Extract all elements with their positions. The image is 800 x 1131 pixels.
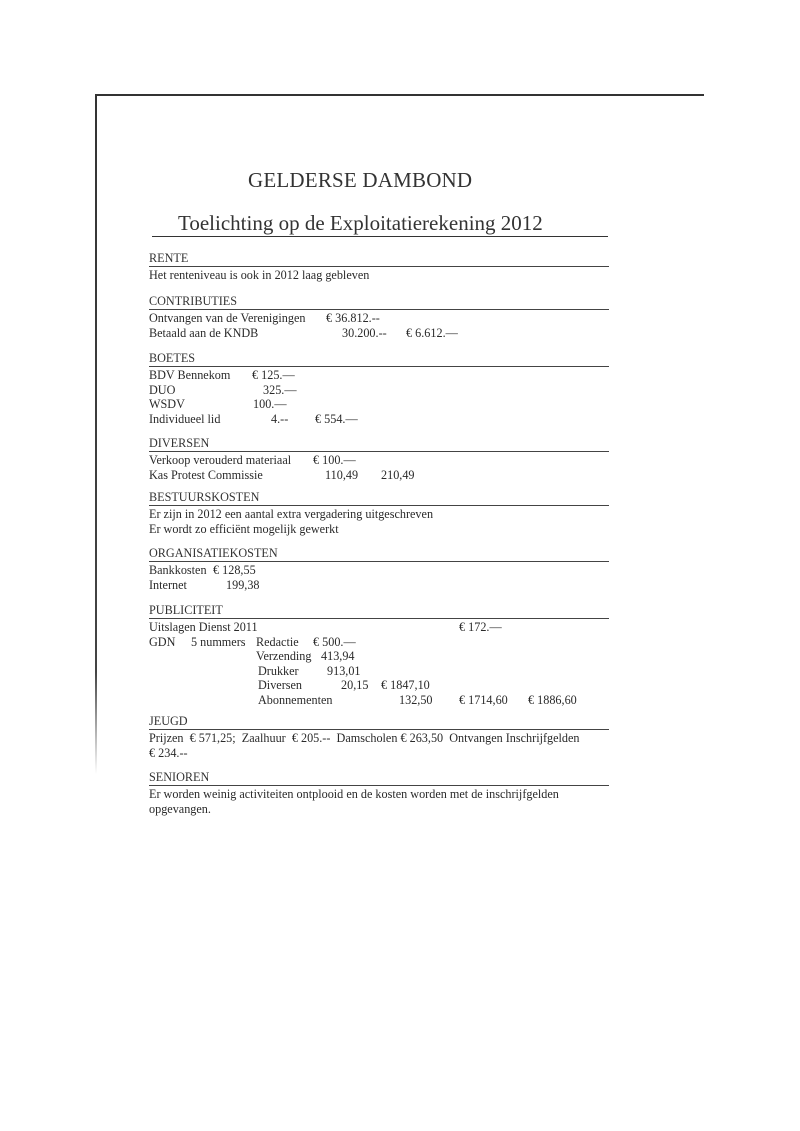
- row-amount: 199,38: [226, 577, 260, 592]
- row-amount: € 100.—: [313, 453, 356, 467]
- section-publiciteit: [149, 603, 609, 707]
- table-row: [149, 678, 609, 693]
- row-total: € 554.—: [315, 411, 358, 426]
- page-frame-left-border: [95, 94, 97, 774]
- row-amount: 100.—: [253, 397, 287, 411]
- title-underline: [152, 236, 608, 237]
- row-label: Drukker: [258, 663, 299, 678]
- section-rule: [149, 618, 609, 619]
- section-text: Er wordt zo efficiënt mogelijk gewerkt: [149, 521, 339, 536]
- row-label: Verkoop verouderd materiaal: [149, 453, 292, 467]
- section-text: opgevangen.: [149, 801, 211, 816]
- table-row: [149, 664, 609, 679]
- section-heading: BESTUURSKOSTEN: [149, 490, 260, 504]
- section-heading: BOETES: [149, 351, 196, 365]
- row-label: DUO: [149, 382, 176, 397]
- section-rente: [149, 251, 609, 283]
- section-heading: DIVERSEN: [149, 436, 210, 450]
- row-total: 210,49: [381, 467, 415, 482]
- row-amount: 913,01: [327, 663, 361, 678]
- section-rule: [149, 366, 609, 367]
- table-row: [149, 620, 609, 635]
- row-subtotal: 132,50: [399, 692, 433, 707]
- section-text: € 234.--: [149, 745, 188, 760]
- row-amount: 30.200.--: [342, 325, 387, 340]
- row-label: Verzending: [256, 649, 312, 663]
- table-row: [149, 693, 609, 708]
- row-label: Uitslagen Dienst 2011: [149, 620, 258, 634]
- row-amount: € 128,55: [213, 563, 256, 577]
- section-jeugd: [149, 714, 609, 760]
- organization-title: GELDERSE DAMBOND: [248, 168, 473, 192]
- section-text: Er worden weinig activiteiten ontplooid en de kosten worden met de inschrijfgelden: [149, 787, 559, 801]
- section-heading: JEUGD: [149, 714, 188, 728]
- row-subtotal: € 1847,10: [381, 678, 430, 692]
- section-heading: RENTE: [149, 251, 189, 265]
- section-text: Het renteniveau is ook in 2012 laag gebleven: [149, 268, 370, 282]
- section-heading: ORGANISATIEKOSTEN: [149, 546, 278, 560]
- section-rule: [149, 266, 609, 267]
- row-label: Redactie: [256, 634, 299, 649]
- section-diversen: [149, 436, 609, 482]
- table-row: [149, 326, 609, 341]
- table-row: [149, 311, 609, 326]
- section-bestuurskosten: [149, 490, 609, 536]
- gdn-label: GDN: [149, 634, 176, 649]
- row-amount: € 500.—: [313, 634, 356, 649]
- table-row: [149, 635, 609, 650]
- table-row: [149, 383, 609, 398]
- table-row: [149, 453, 609, 468]
- section-text: Er zijn in 2012 een aantal extra vergadering uitgeschreven: [149, 507, 434, 521]
- section-rule: [149, 729, 609, 730]
- section-rule: [149, 561, 609, 562]
- section-text: Prijzen € 571,25; Zaalhuur € 205.-- Damscholen € 263,50 Ontvangen Inschrijfgelden: [149, 731, 580, 745]
- row-total: € 6.612.—: [406, 325, 458, 340]
- section-rule: [149, 309, 609, 310]
- section-organisatiekosten: [149, 546, 609, 592]
- section-senioren: [149, 770, 609, 816]
- section-boetes: [149, 351, 609, 426]
- row-label: Ontvangen van de Verenigingen: [149, 311, 306, 325]
- row-amount: € 36.812.--: [326, 311, 380, 325]
- row-label: Bankkosten: [149, 563, 207, 577]
- row-label: WSDV: [149, 397, 185, 411]
- row-amount: 4.--: [271, 411, 289, 426]
- row-label: Betaald aan de KNDB: [149, 325, 259, 340]
- row-amount: € 172.—: [459, 620, 502, 634]
- gdn-issues: 5 nummers: [191, 634, 246, 649]
- row-label: BDV Bennekom: [149, 368, 231, 382]
- row-label: Abonnementen: [258, 692, 333, 707]
- row-amount: 325.—: [263, 382, 297, 397]
- row-label: Kas Protest Commissie: [149, 467, 263, 482]
- table-row: [149, 649, 609, 664]
- section-rule: [149, 785, 609, 786]
- table-row: [149, 412, 609, 427]
- row-amount: € 125.—: [252, 368, 295, 382]
- section-contributies: [149, 294, 609, 340]
- section-rule: [149, 451, 609, 452]
- table-row: [149, 397, 609, 412]
- row-grand-total: € 1886,60: [528, 692, 577, 707]
- document-title: Toelichting op de Exploitatierekening 2012: [178, 211, 543, 235]
- section-heading: SENIOREN: [149, 770, 210, 784]
- row-amount: 20,15: [341, 678, 369, 692]
- section-heading: PUBLICITEIT: [149, 603, 223, 617]
- row-label: Diversen: [258, 678, 302, 692]
- table-row: [149, 368, 609, 383]
- row-amount: 413,94: [321, 649, 355, 663]
- section-rule: [149, 505, 609, 506]
- section-heading: CONTRIBUTIES: [149, 294, 238, 308]
- table-row: [149, 563, 609, 578]
- page-frame-top-border: [96, 94, 704, 96]
- row-amount: 110,49: [325, 467, 359, 482]
- table-row: [149, 468, 609, 483]
- row-total: € 1714,60: [459, 692, 508, 707]
- row-label: Individueel lid: [149, 411, 221, 426]
- row-label: Internet: [149, 577, 187, 592]
- table-row: [149, 578, 609, 593]
